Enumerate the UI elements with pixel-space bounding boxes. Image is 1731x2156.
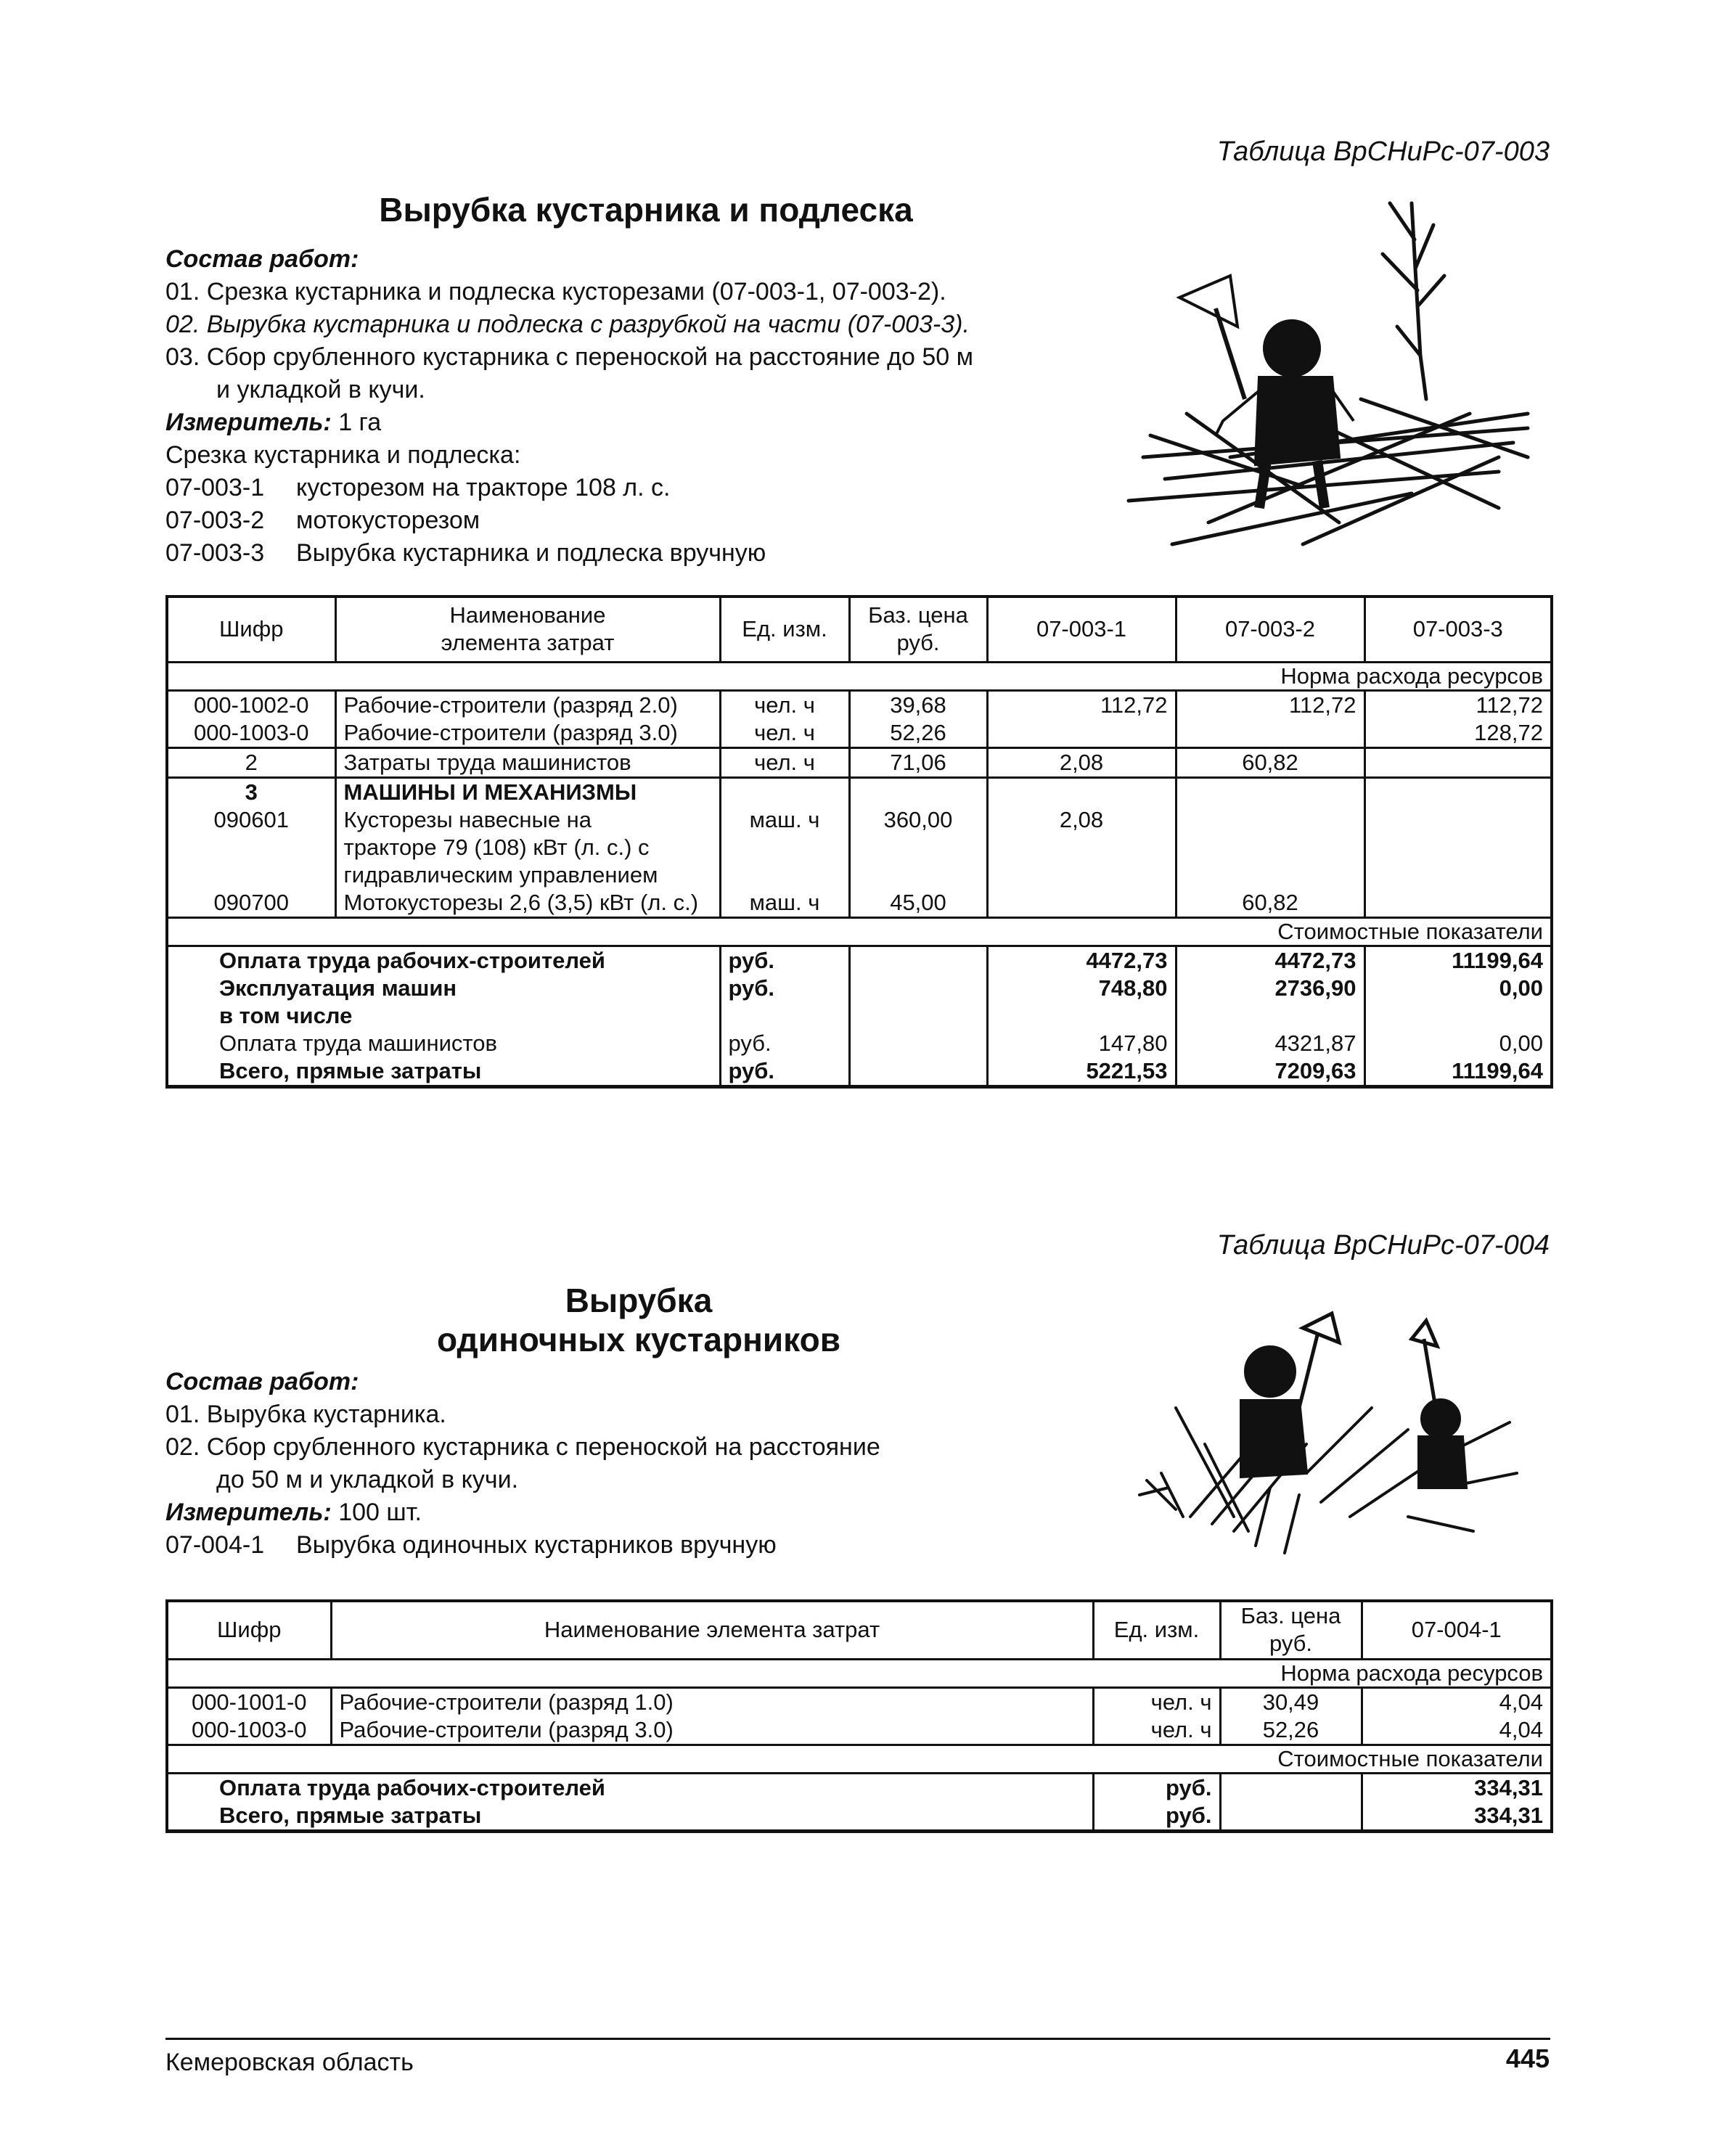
table-row — [167, 1716, 1552, 1745]
cell-code: 000-1003-0 — [167, 1716, 331, 1745]
workers-cutting-bushes-illustration — [1132, 1299, 1524, 1560]
variant-3 — [165, 537, 973, 570]
cell-value: 2,08 — [987, 747, 1176, 777]
cell-value: 112,72 — [1176, 690, 1364, 719]
cell-value: 112,72 — [987, 690, 1176, 719]
table-row — [167, 1030, 1552, 1057]
cell-code: 090601 — [167, 806, 335, 889]
table-row — [167, 975, 1552, 1030]
cell-unit: чел. ч — [720, 747, 849, 777]
table-row — [167, 946, 1552, 975]
cell-unit: чел. ч — [720, 719, 849, 748]
cell-empty — [849, 975, 987, 1030]
cell-name — [167, 975, 720, 1030]
variant-2 — [165, 504, 973, 537]
cell-unit: чел. ч — [1093, 1687, 1220, 1716]
cell-price: 39,68 — [849, 690, 987, 719]
cell-name: МАШИНЫ И МЕХАНИЗМЫ — [335, 777, 720, 806]
variant-code: 07-003-1 — [165, 474, 265, 501]
table-row — [167, 777, 1552, 806]
cell-value: 334,31 — [1474, 1774, 1543, 1800]
cell-name: Рабочие-строители (разряд 3.0) — [331, 1716, 1093, 1745]
cell-empty — [1220, 1802, 1362, 1832]
header-col-07-003-3: 07-003-3 — [1364, 597, 1552, 662]
table-row — [167, 719, 1552, 748]
cell-unit: руб. — [720, 1030, 849, 1057]
cell-value — [1364, 747, 1552, 777]
table-row — [167, 806, 1552, 889]
title-line1: Вырубка — [565, 1282, 713, 1319]
cell-name: Оплата труда машинистов — [167, 1030, 720, 1057]
cell-name: Оплата труда рабочих-строителей — [167, 946, 720, 975]
table-header-row — [167, 597, 1552, 662]
cell-name: Рабочие-строители (разряд 2.0) — [335, 690, 720, 719]
variant-code: 07-004-1 — [165, 1531, 265, 1559]
cell-name-line: Кусторезы навесные на — [343, 806, 592, 832]
header-code: Шифр — [167, 597, 335, 662]
section-norm-label: Норма расхода ресурсов — [167, 1659, 1552, 1687]
header-price — [1220, 1601, 1362, 1659]
header-price-line1: Баз. цена — [868, 602, 968, 628]
cell-name: Рабочие-строители (разряд 1.0) — [331, 1687, 1093, 1716]
step-01: 01. Вырубка кустарника. — [165, 1401, 446, 1428]
work-description-07-004 — [165, 1366, 880, 1562]
header-unit: Ед. изм. — [720, 597, 849, 662]
header-name: Наименование элемента затрат — [331, 1601, 1093, 1659]
section-title-07-004 — [348, 1281, 929, 1359]
cell-value: 112,72 — [1476, 692, 1543, 718]
variant-text: Вырубка одиночных кустарников вручную — [296, 1531, 777, 1559]
cell-value — [987, 719, 1176, 748]
step-02: 02. Вырубка кустарника и подлеска с разрубкой на части (07-003-3). — [165, 311, 970, 338]
step-03-cont: и укладкой в кучи. — [216, 376, 425, 403]
composition-label: Состав работ: — [165, 1368, 359, 1395]
cell-code: 000-1003-0 — [167, 719, 335, 748]
header-name-line2: элемента затрат — [441, 630, 615, 656]
variant-text: кусторезом на тракторе 108 л. с. — [296, 474, 671, 501]
table-header-row — [167, 1601, 1552, 1659]
work-description-07-003 — [165, 243, 973, 570]
cell-value: 4472,73 — [1176, 946, 1364, 975]
composition-label: Состав работ: — [165, 245, 359, 273]
cell-empty — [987, 777, 1176, 806]
cell-empty — [849, 946, 987, 975]
cell-unit: руб. — [1093, 1773, 1220, 1802]
cell-value: 4,04 — [1499, 1689, 1543, 1715]
cell-value — [1176, 719, 1364, 748]
cell-value: 60,82 — [1176, 747, 1364, 777]
header-name — [335, 597, 720, 662]
meter-label: Измеритель: — [165, 409, 332, 436]
section-cost-row — [167, 1745, 1552, 1773]
meter-value: 1 га — [338, 409, 382, 436]
cell-unit: руб. — [720, 975, 849, 1030]
table-row — [167, 1687, 1552, 1716]
cell-value: 748,80 — [987, 975, 1176, 1030]
cell-name: Затраты труда машинистов — [335, 747, 720, 777]
table-row — [167, 1802, 1552, 1832]
cell-empty — [720, 777, 849, 806]
variant-1 — [165, 472, 973, 504]
cell-value: 0,00 — [1499, 1030, 1543, 1056]
cell-empty — [1176, 777, 1364, 806]
section-cost-label: Стоимостные показатели — [167, 1745, 1552, 1773]
header-price-line2: руб. — [896, 630, 940, 656]
cell-name: Мотокусторезы 2,6 (3,5) кВт (л. с.) — [335, 889, 720, 918]
cell-price: 30,49 — [1220, 1687, 1362, 1716]
cost-table-07-004 — [165, 1599, 1553, 1833]
cell-value: 60,82 — [1176, 889, 1364, 918]
cell-empty — [1220, 1773, 1362, 1802]
cell-unit: чел. ч — [720, 690, 849, 719]
cell-unit: маш. ч — [720, 889, 849, 918]
header-code: Шифр — [167, 1601, 331, 1659]
cell-unit: руб. — [1093, 1802, 1220, 1832]
table-row — [167, 1057, 1552, 1087]
cell-value: 4472,73 — [987, 946, 1176, 975]
variant-1 — [165, 1529, 880, 1562]
table-caption-07-003: Таблица ВрСНиРс-07-003 — [1216, 136, 1550, 167]
cell-value: 4,04 — [1362, 1716, 1552, 1745]
section-norm-label: Норма расхода ресурсов — [167, 662, 1552, 690]
cell-value: 128,72 — [1364, 719, 1552, 748]
cell-empty — [1364, 806, 1552, 889]
cell-unit: маш. ч — [720, 806, 849, 889]
cell-empty — [1176, 806, 1364, 889]
cell-empty — [987, 889, 1176, 918]
table-row — [167, 1773, 1552, 1802]
sub-heading: Срезка кустарника и подлеска: — [165, 441, 521, 469]
header-unit: Ед. изм. — [1093, 1601, 1220, 1659]
cell-empty — [1364, 889, 1552, 918]
cell-value: 11199,64 — [1452, 947, 1543, 973]
cell-value: 7209,63 — [1176, 1057, 1364, 1087]
header-col-07-004-1: 07-004-1 — [1362, 1601, 1552, 1659]
section-norm-row — [167, 1659, 1552, 1687]
cell-name-line: тракторе 79 (108) кВт (л. с.) с — [343, 834, 650, 860]
cell-empty — [849, 1057, 987, 1087]
cell-unit: руб. — [720, 946, 849, 975]
footer-divider — [165, 2038, 1550, 2040]
cell-name: Всего, прямые затраты — [167, 1802, 1093, 1832]
title-line2: одиночных кустарников — [437, 1321, 840, 1358]
cell-code: 000-1002-0 — [167, 690, 335, 719]
cell-code: 090700 — [167, 889, 335, 918]
variant-text: Вырубка кустарника и подлеска вручную — [296, 539, 766, 567]
meter — [165, 406, 973, 439]
cell-name-line: гидравлическим управлением — [343, 861, 658, 888]
cell-name: Всего, прямые затраты — [167, 1057, 720, 1087]
meter — [165, 1496, 880, 1529]
cell-name: Оплата труда рабочих-строителей — [167, 1773, 1093, 1802]
header-col-07-003-2: 07-003-2 — [1176, 597, 1364, 662]
cell-value: 2736,90 — [1176, 975, 1364, 1030]
cell-code: 000-1001-0 — [167, 1687, 331, 1716]
footer-region: Кемеровская область — [165, 2049, 414, 2076]
step-02-cont: до 50 м и укладкой в кучи. — [216, 1466, 519, 1493]
cell-empty — [849, 777, 987, 806]
cell-empty — [849, 1030, 987, 1057]
table-row — [167, 747, 1552, 777]
cell-code: 2 — [167, 747, 335, 777]
meter-label: Измеритель: — [165, 1499, 332, 1526]
cell-value: 11199,64 — [1364, 1057, 1552, 1087]
header-name-line1: Наименование — [449, 602, 606, 628]
table-row — [167, 690, 1552, 719]
cell-unit: руб. — [720, 1057, 849, 1087]
cell-price: 52,26 — [849, 719, 987, 748]
section-title-07-003: Вырубка кустарника и подлеска — [379, 191, 913, 229]
cell-name — [335, 806, 720, 889]
step-03: 03. Сбор срубленного кустарника с переноской на расстояние до 50 м — [165, 343, 974, 371]
cell-value: 5221,53 — [987, 1057, 1176, 1087]
header-price-line1: Баз. цена — [1240, 1603, 1341, 1629]
header-price — [849, 597, 987, 662]
cell-name-line: в том числе — [219, 1002, 353, 1028]
cell-price: 45,00 — [849, 889, 987, 918]
cell-value: 2,08 — [987, 806, 1176, 889]
cell-code: 3 — [167, 777, 335, 806]
cell-value: 334,31 — [1362, 1802, 1552, 1832]
section-cost-label: Стоимостные показатели — [167, 917, 1552, 946]
page-number: 445 — [1505, 2044, 1550, 2073]
variant-text: мотокусторезом — [296, 507, 480, 534]
step-01: 01. Срезка кустарника и подлеска кусторезами (07-003-1, 07-003-2). — [165, 278, 946, 306]
worker-cutting-brush-illustration — [1121, 181, 1542, 559]
meter-value: 100 шт. — [338, 1499, 422, 1526]
cell-name-line: Эксплуатация машин — [219, 975, 457, 1001]
step-02: 02. Сбор срубленного кустарника с переноской на расстояние — [165, 1433, 880, 1461]
table-row — [167, 889, 1552, 918]
cell-price: 360,00 — [849, 806, 987, 889]
cell-value: 0,00 — [1499, 975, 1543, 1001]
section-norm-row — [167, 662, 1552, 690]
cell-unit: чел. ч — [1093, 1716, 1220, 1745]
section-cost-row — [167, 917, 1552, 946]
cost-table-07-003 — [165, 595, 1553, 1089]
header-price-line2: руб. — [1269, 1631, 1313, 1657]
cell-price: 71,06 — [849, 747, 987, 777]
table-caption-07-004: Таблица ВрСНиРс-07-004 — [1216, 1230, 1550, 1261]
cell-name: Рабочие-строители (разряд 3.0) — [335, 719, 720, 748]
cell-value: 4321,87 — [1176, 1030, 1364, 1057]
variant-code: 07-003-2 — [165, 507, 265, 534]
variant-code: 07-003-3 — [165, 539, 265, 567]
header-col-07-003-1: 07-003-1 — [987, 597, 1176, 662]
cell-empty — [1364, 777, 1552, 806]
cell-value: 147,80 — [987, 1030, 1176, 1057]
cell-price: 52,26 — [1220, 1716, 1362, 1745]
